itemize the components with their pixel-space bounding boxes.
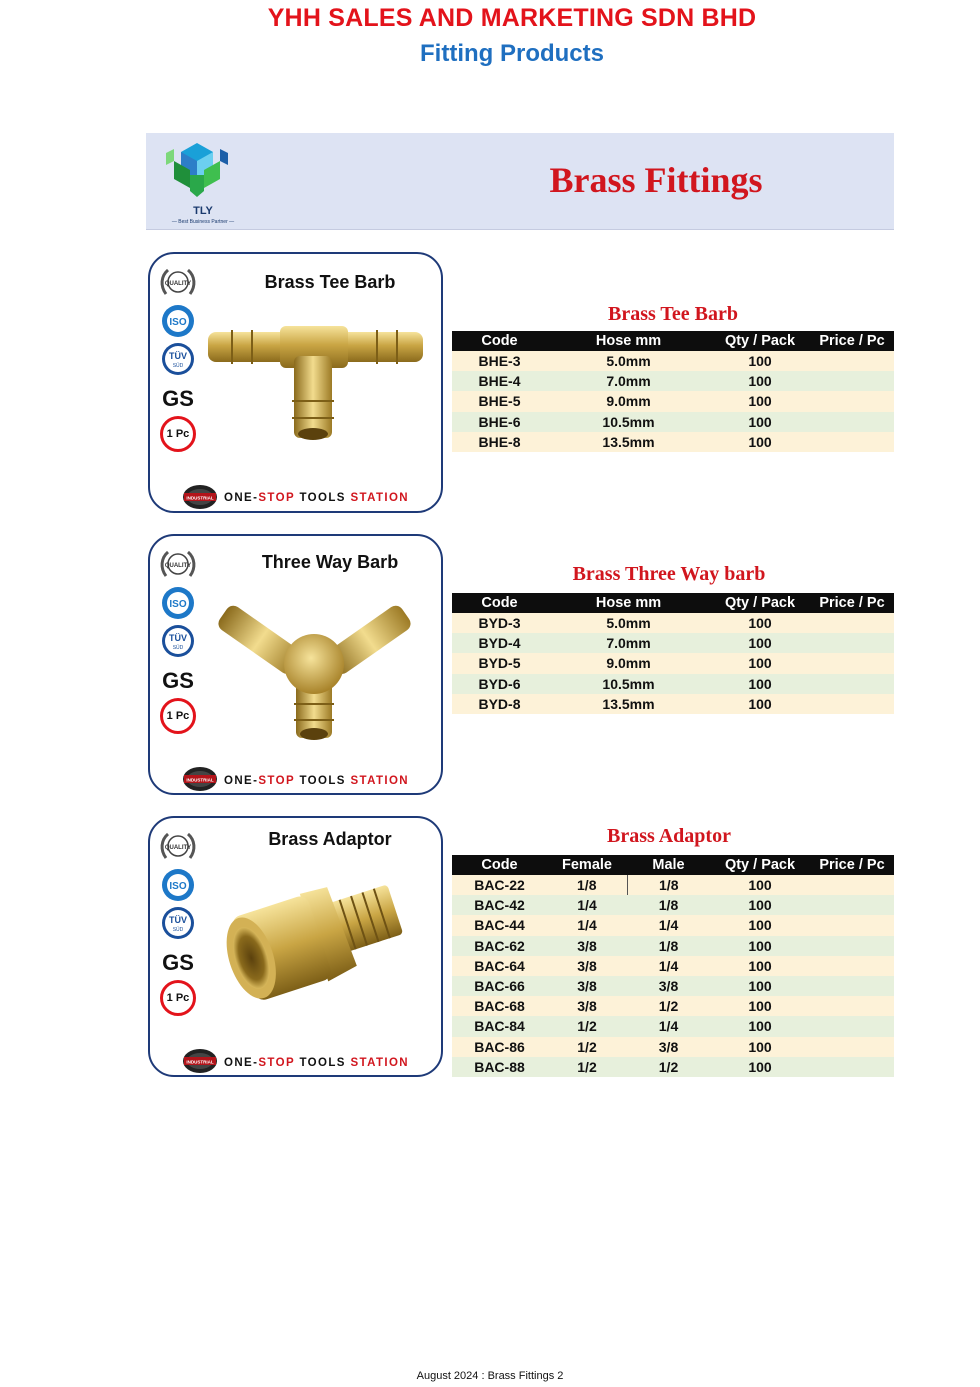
- brass-three-way-barb-image: [202, 586, 427, 746]
- gs-mark-icon: [158, 662, 198, 696]
- price-cell: [810, 1016, 894, 1036]
- qty-cell: 100: [710, 351, 810, 371]
- female-cell: 1/4: [547, 915, 627, 935]
- code-cell: BAC-68: [452, 996, 547, 1016]
- svg-text:QUALITY: QUALITY: [164, 845, 192, 851]
- qty-cell: 100: [710, 1016, 810, 1036]
- qty-cell: 100: [710, 653, 810, 673]
- section-banner: [146, 133, 894, 230]
- table-row: [452, 674, 894, 694]
- qty-cell: 100: [710, 996, 810, 1016]
- hose-cell: 5.0mm: [547, 613, 710, 633]
- qty-cell: 100: [710, 875, 810, 895]
- price-cell: [810, 351, 894, 371]
- price-cell: [810, 875, 894, 895]
- table-row: [452, 371, 894, 391]
- table-row: [452, 351, 894, 371]
- code-cell: BYD-8: [452, 694, 547, 714]
- column-header: Code: [452, 593, 547, 613]
- code-cell: BAC-62: [452, 936, 547, 956]
- one-piece-badge: 1 Pc: [160, 416, 196, 452]
- column-header: Price / Pc: [810, 331, 894, 351]
- price-cell: [810, 694, 894, 714]
- column-header: Qty / Pack: [710, 593, 810, 613]
- hose-cell: 7.0mm: [547, 633, 710, 653]
- column-header: Code: [452, 855, 547, 875]
- female-cell: 3/8: [547, 956, 627, 976]
- qty-cell: 100: [710, 956, 810, 976]
- code-cell: BAC-86: [452, 1037, 547, 1057]
- qty-cell: 100: [710, 412, 810, 432]
- one-stop-tools-station-text: ONE-STOP TOOLS STATION: [224, 492, 410, 504]
- hose-cell: 5.0mm: [547, 351, 710, 371]
- card-title: Brass Tee Barb: [264, 272, 396, 292]
- code-cell: BHE-5: [452, 391, 547, 411]
- female-cell: 1/2: [547, 1016, 627, 1036]
- female-cell: 3/8: [547, 976, 627, 996]
- industrial-brand-badge-icon: [182, 766, 218, 792]
- column-header: Price / Pc: [810, 593, 894, 613]
- price-cell: [810, 633, 894, 653]
- svg-text:SÜD: SÜD: [172, 645, 184, 651]
- code-cell: BAC-66: [452, 976, 547, 996]
- svg-text:SÜD: SÜD: [172, 363, 184, 369]
- hose-cell: 9.0mm: [547, 653, 710, 673]
- table-row: [452, 976, 894, 996]
- tuv-badge-icon: [158, 906, 198, 940]
- female-cell: 1/4: [547, 895, 627, 915]
- male-cell: 1/4: [627, 915, 710, 935]
- table-row: [452, 412, 894, 432]
- table-row: [452, 391, 894, 411]
- male-cell: 1/8: [627, 895, 710, 915]
- card-title: Three Way Barb: [261, 552, 399, 572]
- male-cell: 1/2: [627, 1057, 710, 1077]
- price-cell: [810, 915, 894, 935]
- code-cell: BAC-64: [452, 956, 547, 976]
- logo-tagline: — Best Business Partner —: [171, 219, 235, 225]
- price-cell: [810, 613, 894, 633]
- one-piece-badge: 1 Pc: [160, 698, 196, 734]
- hose-cell: 13.5mm: [547, 432, 710, 452]
- one-stop-tools-station-text: ONE-STOP TOOLS STATION: [224, 775, 410, 787]
- product-table-brass-adaptor: [452, 855, 894, 1077]
- code-cell: BHE-3: [452, 351, 547, 371]
- tuv-badge-icon: [158, 342, 198, 376]
- female-cell: 1/2: [547, 1037, 627, 1057]
- code-cell: BYD-4: [452, 633, 547, 653]
- banner-title: Brass Fittings: [549, 160, 763, 200]
- code-cell: BAC-42: [452, 895, 547, 915]
- table-row: [452, 432, 894, 452]
- female-cell: 1/8: [547, 875, 627, 895]
- column-header: Female: [547, 855, 627, 875]
- code-cell: BYD-3: [452, 613, 547, 633]
- price-cell: [810, 996, 894, 1016]
- qty-cell: 100: [710, 432, 810, 452]
- svg-text:GS: GS: [162, 950, 194, 975]
- hose-cell: 10.5mm: [547, 412, 710, 432]
- male-cell: 1/8: [627, 936, 710, 956]
- brass-adaptor-image: [220, 878, 420, 1008]
- male-cell: 1/4: [627, 1016, 710, 1036]
- code-cell: BAC-22: [452, 875, 547, 895]
- logo-text: TLY: [193, 205, 213, 217]
- price-cell: [810, 371, 894, 391]
- column-header: Qty / Pack: [710, 331, 810, 351]
- table-row: [452, 915, 894, 935]
- price-cell: [810, 391, 894, 411]
- svg-text:ISO: ISO: [169, 881, 187, 892]
- table-row: [452, 936, 894, 956]
- card-title: Brass Adaptor: [268, 829, 392, 849]
- brass-tee-barb-image: [202, 316, 427, 446]
- svg-text:QUALITY: QUALITY: [164, 563, 192, 569]
- qty-cell: 100: [710, 371, 810, 391]
- quality-laurel-icon: [158, 548, 198, 582]
- qty-cell: 100: [710, 674, 810, 694]
- male-cell: 1/2: [627, 996, 710, 1016]
- column-header: Hose mm: [547, 593, 710, 613]
- code-cell: BHE-4: [452, 371, 547, 391]
- quality-laurel-icon: [158, 830, 198, 864]
- female-cell: 3/8: [547, 936, 627, 956]
- qty-cell: 100: [710, 915, 810, 935]
- price-cell: [810, 653, 894, 673]
- svg-text:ISO: ISO: [169, 317, 187, 328]
- price-cell: [810, 1037, 894, 1057]
- industrial-brand-badge-icon: [182, 1048, 218, 1074]
- column-header: Qty / Pack: [710, 855, 810, 875]
- qty-cell: 100: [710, 633, 810, 653]
- code-cell: BYD-6: [452, 674, 547, 694]
- page-footer: August 2024 : Brass Fittings 2: [416, 1370, 564, 1382]
- table-row: [452, 653, 894, 673]
- svg-text:INDUSTRIAL: INDUSTRIAL: [186, 777, 214, 783]
- price-cell: [810, 674, 894, 694]
- table-row: [452, 956, 894, 976]
- male-cell: 1/4: [627, 956, 710, 976]
- female-cell: 3/8: [547, 996, 627, 1016]
- male-cell: 3/8: [627, 976, 710, 996]
- one-piece-badge: 1 Pc: [160, 980, 196, 1016]
- gs-mark-icon: [158, 944, 198, 978]
- qty-cell: 100: [710, 936, 810, 956]
- table-row: [452, 1037, 894, 1057]
- svg-text:GS: GS: [162, 386, 194, 411]
- qty-cell: 100: [710, 895, 810, 915]
- price-cell: [810, 956, 894, 976]
- iso-badge-icon: [158, 304, 198, 338]
- industrial-brand-badge-icon: [182, 484, 218, 510]
- hose-cell: 13.5mm: [547, 694, 710, 714]
- product-card-brass-adaptor: [148, 816, 443, 1077]
- code-cell: BHE-6: [452, 412, 547, 432]
- hose-cell: 7.0mm: [547, 371, 710, 391]
- svg-text:ISO: ISO: [169, 599, 187, 610]
- svg-text:TÜV: TÜV: [169, 915, 187, 925]
- product-table-tee-barb: [452, 331, 894, 452]
- svg-text:TÜV: TÜV: [169, 633, 187, 643]
- qty-cell: 100: [710, 694, 810, 714]
- table-row: [452, 875, 894, 895]
- iso-badge-icon: [158, 868, 198, 902]
- code-cell: BAC-44: [452, 915, 547, 935]
- table-row: [452, 996, 894, 1016]
- column-header: Hose mm: [547, 331, 710, 351]
- qty-cell: 100: [710, 391, 810, 411]
- code-cell: BAC-88: [452, 1057, 547, 1077]
- svg-text:INDUSTRIAL: INDUSTRIAL: [186, 1059, 214, 1065]
- table-title-brass-adaptor: Brass Adaptor: [607, 825, 731, 847]
- gs-mark-icon: [158, 380, 198, 414]
- hose-cell: 10.5mm: [547, 674, 710, 694]
- table-row: [452, 633, 894, 653]
- qty-cell: 100: [710, 976, 810, 996]
- table-row: [452, 895, 894, 915]
- female-cell: 1/2: [547, 1057, 627, 1077]
- company-name: YHH SALES AND MARKETING SDN BHD: [267, 4, 757, 32]
- qty-cell: 100: [710, 1037, 810, 1057]
- price-cell: [810, 432, 894, 452]
- product-card-three-way-barb: [148, 534, 443, 795]
- svg-text:SÜD: SÜD: [172, 927, 184, 933]
- table-title-three-way-barb: Brass Three Way barb: [572, 563, 766, 585]
- page-subtitle: Fitting Products: [420, 40, 604, 67]
- svg-text:TÜV: TÜV: [169, 351, 187, 361]
- table-title-tee-barb: Brass Tee Barb: [607, 303, 739, 325]
- column-header: Price / Pc: [810, 855, 894, 875]
- product-card-tee-barb: [148, 252, 443, 513]
- svg-text:GS: GS: [162, 668, 194, 693]
- price-cell: [810, 976, 894, 996]
- price-cell: [810, 1057, 894, 1077]
- male-cell: 1/8: [627, 875, 710, 895]
- table-row: [452, 613, 894, 633]
- hose-cell: 9.0mm: [547, 391, 710, 411]
- table-row: [452, 1057, 894, 1077]
- product-table-three-way-barb: [452, 593, 894, 714]
- column-header: Code: [452, 331, 547, 351]
- male-cell: 3/8: [627, 1037, 710, 1057]
- code-cell: BHE-8: [452, 432, 547, 452]
- svg-text:INDUSTRIAL: INDUSTRIAL: [186, 495, 214, 501]
- iso-badge-icon: [158, 586, 198, 620]
- qty-cell: 100: [710, 1057, 810, 1077]
- table-row: [452, 694, 894, 714]
- price-cell: [810, 895, 894, 915]
- tuv-badge-icon: [158, 624, 198, 658]
- tly-logo-icon: [164, 139, 230, 203]
- code-cell: BAC-84: [452, 1016, 547, 1036]
- svg-text:QUALITY: QUALITY: [164, 281, 192, 287]
- price-cell: [810, 412, 894, 432]
- code-cell: BYD-5: [452, 653, 547, 673]
- quality-laurel-icon: [158, 266, 198, 300]
- one-stop-tools-station-text: ONE-STOP TOOLS STATION: [224, 1057, 410, 1069]
- price-cell: [810, 936, 894, 956]
- table-row: [452, 1016, 894, 1036]
- qty-cell: 100: [710, 613, 810, 633]
- column-header: Male: [627, 855, 710, 875]
